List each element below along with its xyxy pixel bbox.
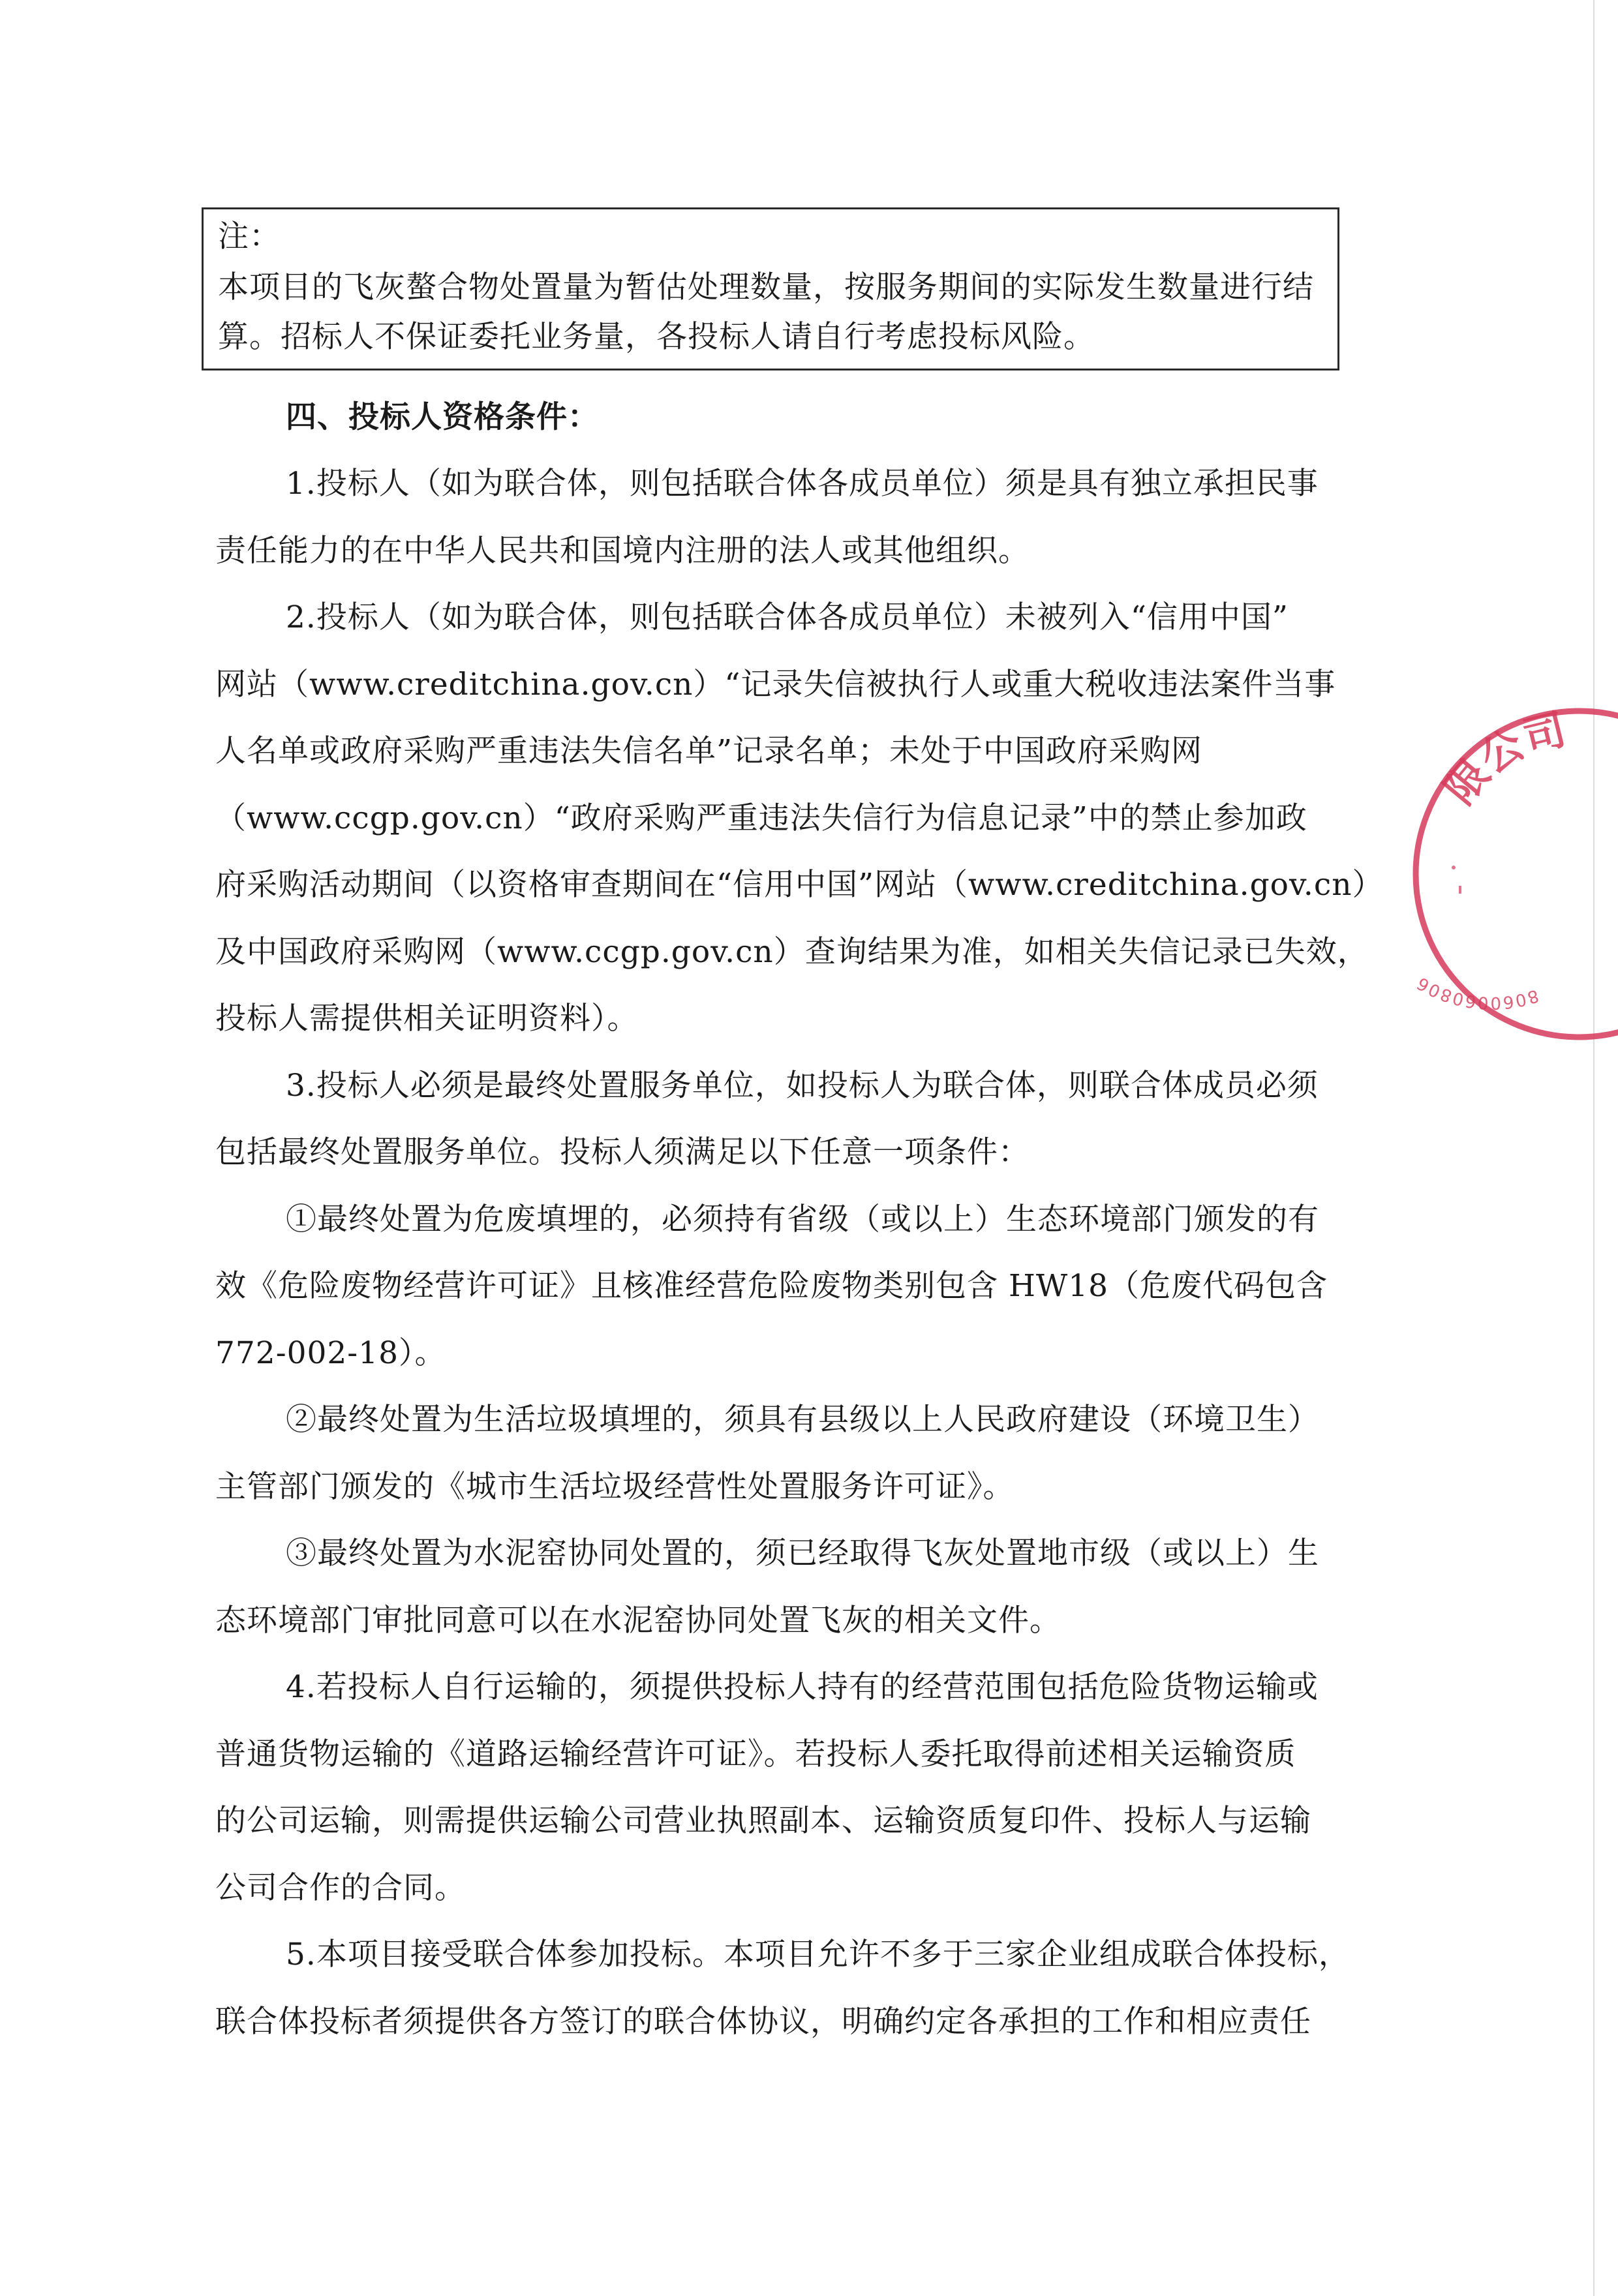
paragraph-line: 1.投标人（如为联合体，则包括联合体各成员单位）须是具有独立承担民事 (286, 466, 1319, 502)
paragraph-line: 联合体投标者须提供各方签订的联合体协议，明确约定各承担的工作和相应责任 (215, 2004, 1311, 2040)
paragraph-line: 效《危险废物经营许可证》且核准经营危险废物类别包含 HW18（危废代码包含 (215, 1268, 1328, 1304)
paragraph-line: 网站（www.creditchina.gov.cn）“记录失信被执行人或重大税收违法案件当事 (215, 667, 1336, 702)
paragraph-line: 5.本项目接受联合体参加投标。本项目允许不多于三家企业组成联合体投标， (286, 1937, 1350, 1972)
svg-text:限公司: 限公司 (1435, 704, 1571, 814)
paragraph-line: 包括最终处置服务单位。投标人须满足以下任意一项条件： (215, 1134, 1030, 1170)
paragraph-line: 公司合作的合同。 (215, 1870, 466, 1906)
note-line: 本项目的飞灰螯合物处置量为暂估处理数量，按服务期间的实际发生数量进行结 (218, 269, 1314, 305)
paragraph-line: 责任能力的在中华人民共和国境内注册的法人或其他组织。 (215, 533, 1030, 569)
company-seal-stamp (1409, 704, 1618, 1044)
note-box (202, 207, 1339, 370)
paragraph-line: 3.投标人必须是最终处置服务单位，如投标人为联合体，则联合体成员必须 (286, 1068, 1319, 1104)
paragraph-line: ②最终处置为生活垃圾填埋的，须具有县级以上人民政府建设（环境卫生） (286, 1402, 1319, 1438)
note-line: 算。招标人不保证委托业务量，各投标人请自行考虑投标风险。 (218, 319, 1095, 355)
note-label: 注： (218, 219, 281, 254)
scan-edge-divider (1593, 0, 1595, 2296)
paragraph-line: 2.投标人（如为联合体，则包括联合体各成员单位）未被列入“信用中国” (286, 599, 1289, 635)
paragraph-line: ③最终处置为水泥窑协同处置的，须已经取得飞灰处置地市级（或以上）生 (286, 1535, 1319, 1571)
paragraph-line: 4.若投标人自行运输的，须提供投标人持有的经营范围包括危险货物运输或 (286, 1669, 1319, 1705)
section-heading: 四、投标人资格条件： (286, 399, 599, 435)
paragraph-line: 及中国政府采购网（www.ccgp.gov.cn）查询结果为准，如相关失信记录已失效， (215, 934, 1369, 970)
paragraph-line: 态环境部门审批同意可以在水泥窑协同处置飞灰的相关文件。 (215, 1603, 1061, 1639)
paragraph-line: 主管部门颁发的《城市生活垃圾经营性处置服务许可证》。 (215, 1469, 1015, 1505)
paragraph-line: 772-002-18）。 (215, 1335, 446, 1371)
paragraph-line: 普通货物运输的《道路运输经营许可证》。若投标人委托取得前述相关运输资质 (215, 1736, 1296, 1772)
paragraph-line: 府采购活动期间（以资格审查期间在“信用中国”网站（www.creditchina.gov.cn） (215, 867, 1384, 903)
paragraph-line: 的公司运输，则需提供运输公司营业执照副本、运输资质复印件、投标人与运输 (215, 1803, 1311, 1839)
paragraph-line: ①最终处置为危废填埋的，必须持有省级（或以上）生态环境部门颁发的有 (286, 1201, 1319, 1237)
svg-text:8060060806: 8060060806 (1412, 972, 1542, 1013)
paragraph-line: 投标人需提供相关证明资料）。 (215, 1001, 639, 1036)
paragraph-line: （www.ccgp.gov.cn）“政府采购严重违法失信行为信息记录”中的禁止参加政 (215, 800, 1307, 836)
paragraph-line: 人名单或政府采购严重违法失信名单”记录名单；未处于中国政府采购网 (215, 733, 1203, 769)
